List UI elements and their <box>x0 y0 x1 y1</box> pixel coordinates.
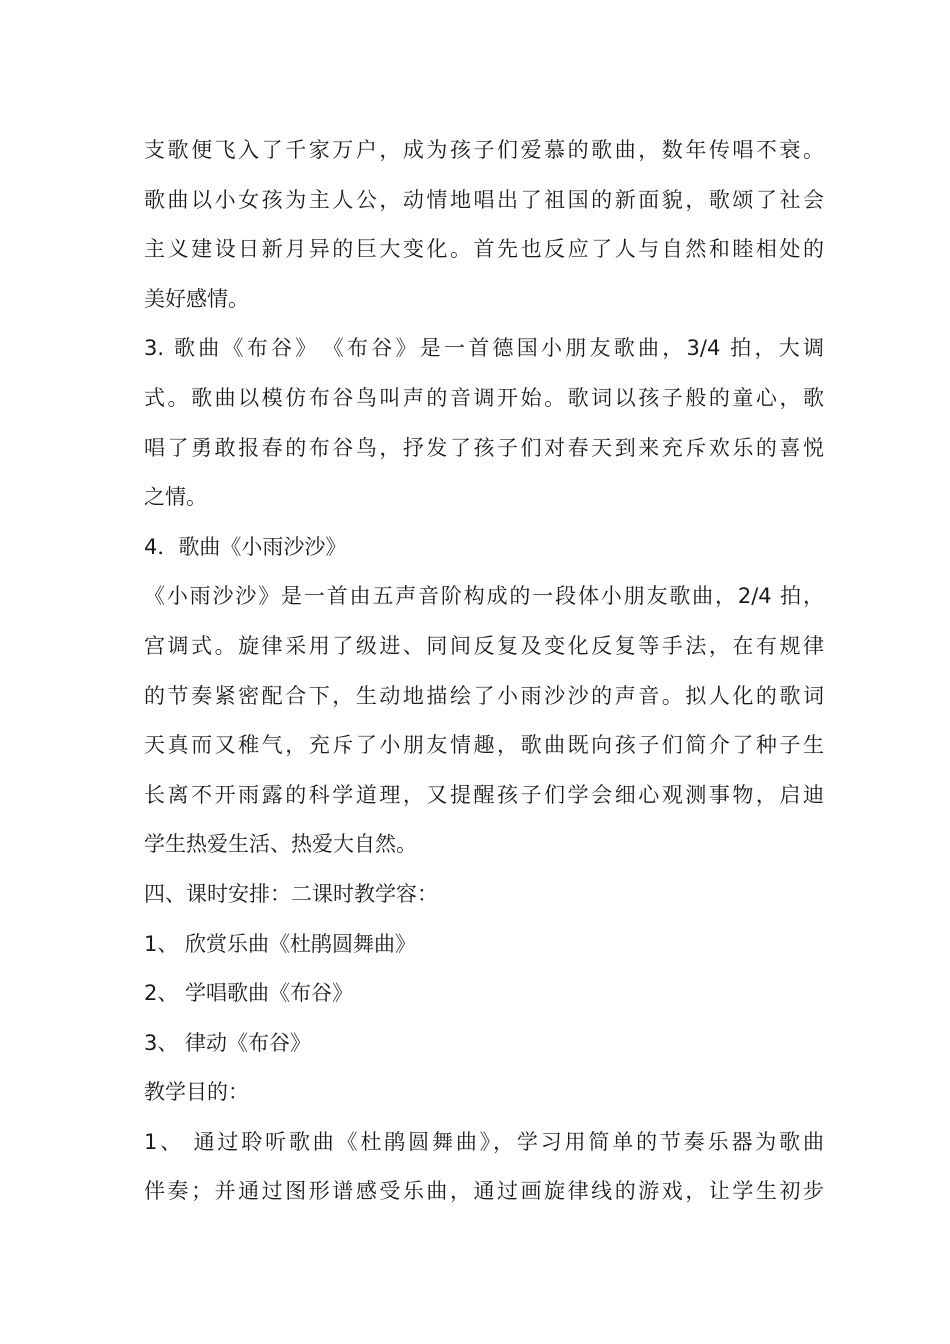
document-body <box>144 126 824 1217</box>
text-line: 之情。 <box>144 485 207 510</box>
text-line: 学生热爱生活、热爱大自然。 <box>144 832 417 857</box>
text-line: 的节奏紧密配合下，生动地描绘了小雨沙沙的声音。拟人化的歌词 <box>144 683 824 708</box>
section-heading-bugu: 3. 歌曲《布谷》 《布谷》是一首德国小朋友歌曲，3/4 拍，大调 <box>144 336 824 361</box>
text-line: 唱了勇敢报春的布谷鸟，抒发了孩子们对春天到来充斥欢乐的喜悦 <box>144 435 824 460</box>
section-heading-goals: 教学目的： <box>144 1080 249 1105</box>
list-item: 3、 律动《布谷》 <box>144 1030 312 1055</box>
text-line: 天真而又稚气，充斥了小朋友情趣，歌曲既向孩子们简介了种子生 <box>144 733 824 758</box>
text-line: 主义建设日新月异的巨大变化。首先也反应了人与自然和睦相处的 <box>144 237 824 262</box>
text-line: 式。歌曲以模仿布谷鸟叫声的音调开始。歌词以孩子般的童心，歌 <box>144 385 824 410</box>
text-line: 伴奏；并通过图形谱感受乐曲，通过画旋律线的游戏，让学生初步 <box>144 1179 824 1204</box>
text-line: 支歌便飞入了千家万户，成为孩子们爱慕的歌曲，数年传唱不衰。 <box>144 138 824 162</box>
text-line: 美好感情。 <box>144 286 249 311</box>
text-line: 歌曲以小女孩为主人公，动情地唱出了祖国的新面貌，歌颂了社会 <box>144 187 824 212</box>
text-line: 长离不开雨露的科学道理，又提醒孩子们学会细心观测事物，启迪 <box>144 782 824 807</box>
section-heading-schedule: 四、课时安排：二课时教学容： <box>144 881 438 906</box>
section-heading-xiaoyu: 4．歌曲《小雨沙沙》 <box>144 534 347 559</box>
list-item: 1、 欣赏乐曲《杜鹃圆舞曲》 <box>144 931 417 956</box>
list-item: 2、 学唱歌曲《布谷》 <box>144 981 354 1006</box>
list-item: 1、 通过聆听歌曲《杜鹃圆舞曲》，学习用简单的节奏乐器为歌曲 <box>144 1129 824 1154</box>
text-line: 宫调式。旋律采用了级进、同间反复及变化反复等手法，在有规律 <box>144 633 824 658</box>
text-line: 《小雨沙沙》是一首由五声音阶构成的一段体小朋友歌曲，2/4 拍， <box>144 584 824 609</box>
